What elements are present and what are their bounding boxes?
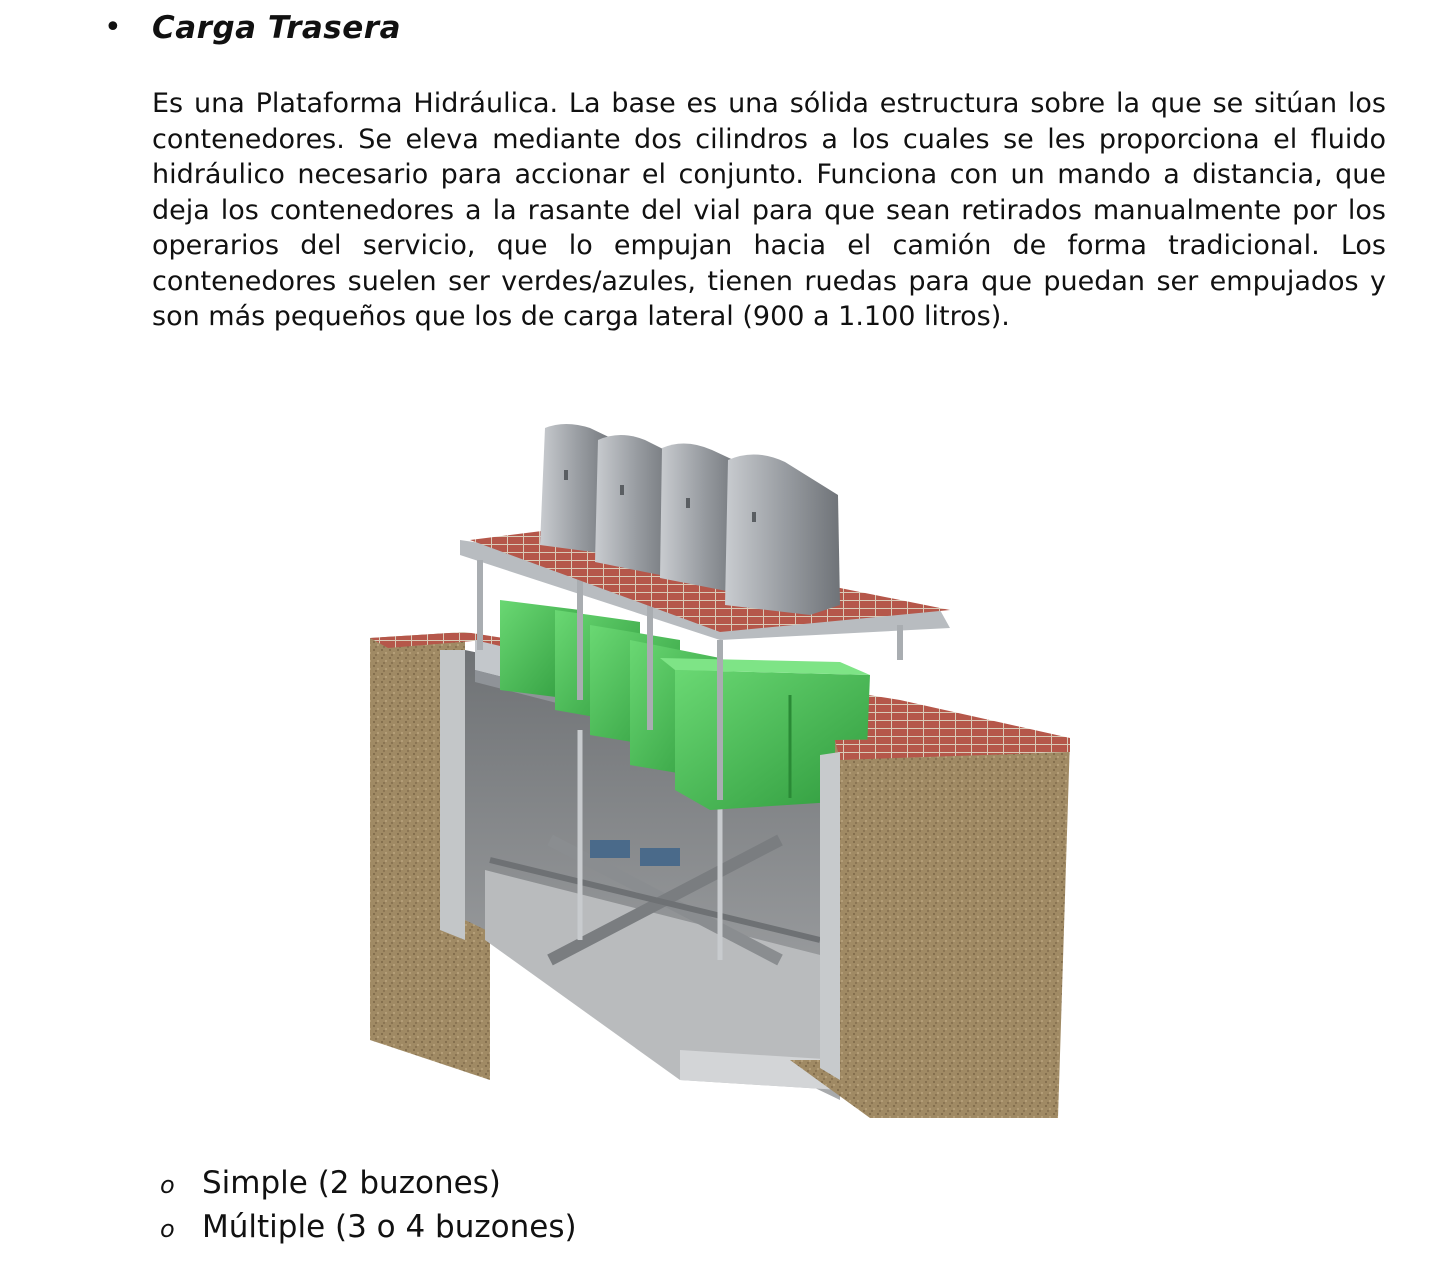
section-bullet: • <box>104 10 122 45</box>
list-marker: o <box>160 1215 175 1243</box>
option-list <box>160 1162 577 1250</box>
option-label: Simple (2 buzones) <box>202 1165 501 1201</box>
option-label: Múltiple (3 o 4 buzones) <box>202 1209 577 1245</box>
section-title: Carga Trasera <box>152 10 401 46</box>
hydraulic-platform-drawing <box>340 400 1100 1130</box>
description-paragraph: Es una Plataforma Hidráulica. La base es una sólida estructura sobre la que se sitúan los contenedores. Se eleva mediante dos cilindros a los cuales se les proporciona el fluido hidráulico necesario para accionar el conjunto. Funciona con un mando a distancia, que deja los contenedores a la rasante del vial para que sean retirados manualmente por los operarios del servicio, que lo empujan hacia el camión de forma tradicional. Los contenedores suelen ser verdes/azules, tienen ruedas para que puedan ser empujados y son más pequeños que los de carga lateral (900 a 1.100 litros). <box>152 88 1386 332</box>
list-marker: o <box>160 1171 175 1199</box>
hydraulic-platform-illustration <box>340 400 1100 1130</box>
option-multiple <box>160 1206 577 1250</box>
option-simple <box>160 1162 577 1206</box>
